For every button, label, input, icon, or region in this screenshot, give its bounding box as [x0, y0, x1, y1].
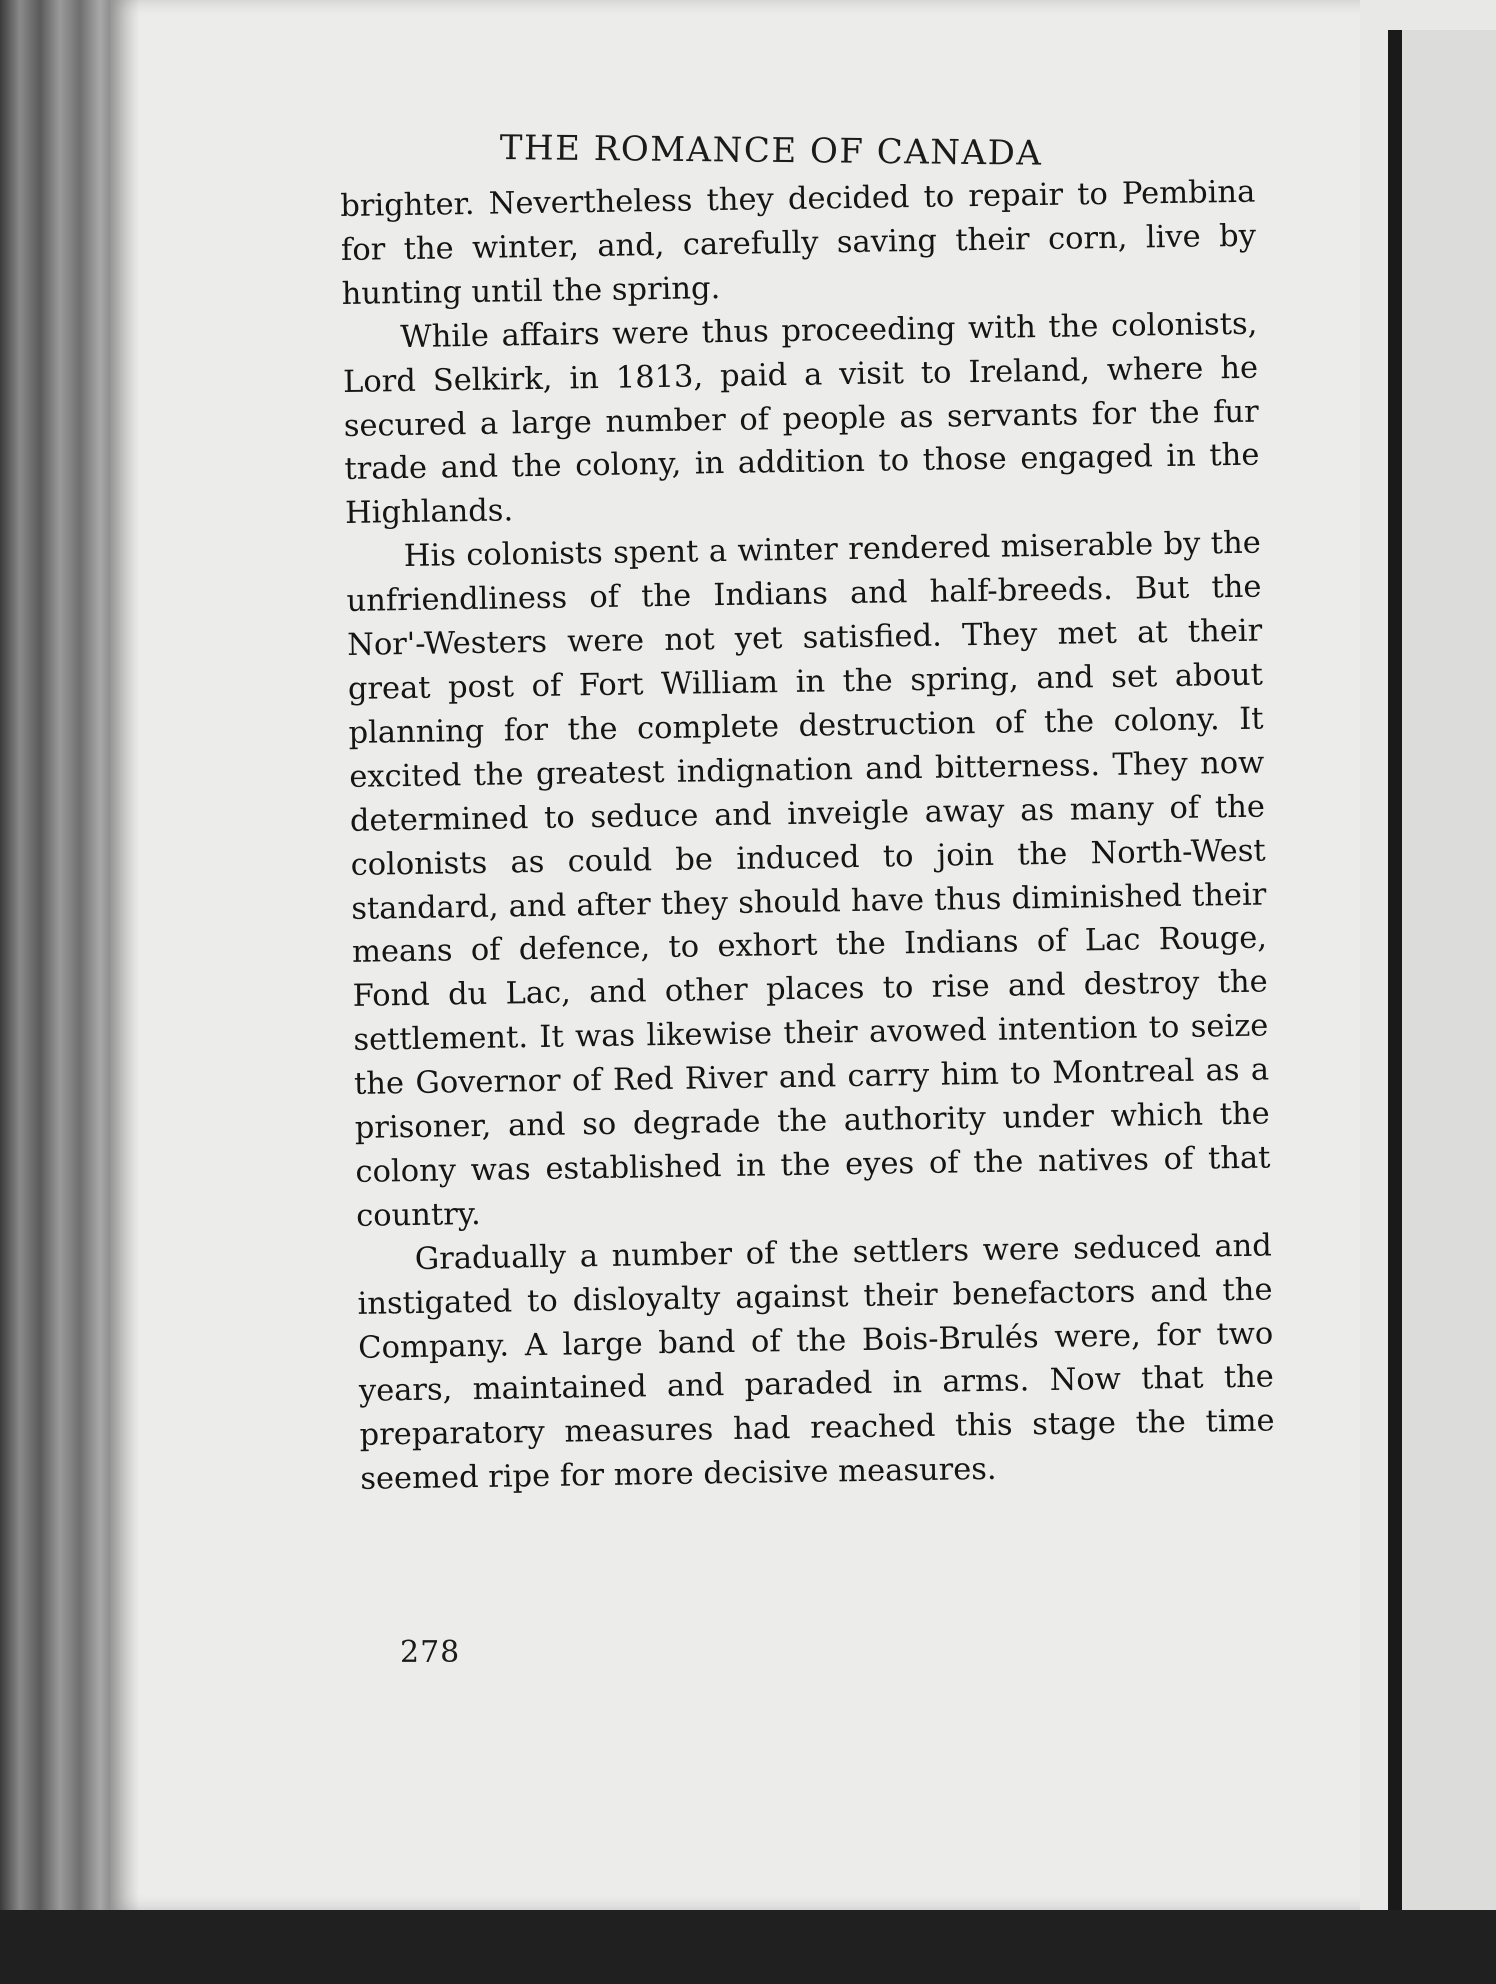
running-head: THE ROMANCE OF CANADA [499, 128, 1043, 174]
facing-page-edge [1402, 30, 1496, 1910]
gutter-shadow [110, 0, 140, 1910]
paragraph: Gradually a number of the settlers were seduced and instigated to disloyalty against their benefactors and the Company. A large band of the Bois-Brulés were, for two years, maintained and paraded in arms. Now that the preparatory measures had reached this stage the time seemed ripe for more decisive measures. [357, 1228, 1275, 1498]
body-text [340, 171, 1276, 1502]
page-number: 278 [400, 1635, 461, 1670]
bottom-shadow [0, 1910, 1496, 1984]
book-left-page-edges [0, 0, 120, 1984]
paragraph-continued: brighter. Nevertheless they decided to repair to Pembina for the winter, and, carefully saving their corn, live by hunting until the spring. [340, 174, 1257, 312]
paragraph: While affairs were thus proceeding with the colonists, Lord Selkirk, in 1813, paid a visit to Ireland, where he secured a large number of people as servants for the fur trade and the colony, in addition to those engaged in the Highlands. [342, 306, 1260, 532]
paragraph: His colonists spent a winter rendered miserable by the unfriendliness of the Indians and half-breeds. But the Nor'-Westers were not yet satisfied. They met at their great post of Fort William in the spring, and set about planning for the complete destruction of the colony. It excited the greatest indignation and bitterness. They now determined to seduce and inveigle away as many of the colonists as could be induced to join the North-West standard, and after they should have thus diminished their means of defence, to exhort the Indians of Lac Rouge, Fond du Lac, and other places to rise and destroy the settlement. It was likewise their avowed intention to seize the Governor of Red River and carry him to Montreal as a prisoner, and so degrade the authority under which the colony was established in the eyes of the natives of that country. [346, 525, 1271, 1234]
book-binding-line [1388, 30, 1402, 1910]
